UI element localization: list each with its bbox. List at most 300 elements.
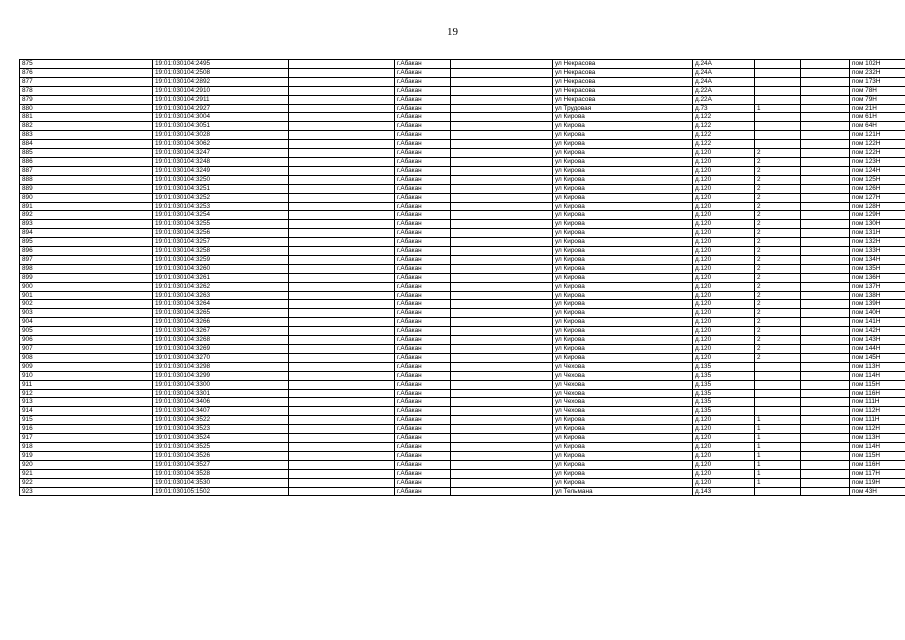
cadastral-number-cell: 19:01:030104:3300 (153, 380, 289, 389)
blank-cell (801, 434, 850, 443)
premises-cell: пом 136Н (850, 273, 905, 282)
cadastral-number-cell: 19:01:030104:3406 (153, 398, 289, 407)
row-number-cell: 904 (20, 318, 153, 327)
table-row (20, 113, 905, 122)
street-cell: ул Кирова (553, 140, 693, 149)
premises-cell: пом 140Н (850, 309, 905, 318)
cadastral-number-cell: 19:01:030104:3256 (153, 229, 289, 238)
cadastral-number-cell: 19:01:030104:3264 (153, 300, 289, 309)
building-cell: 2 (755, 175, 801, 184)
blank-cell (801, 220, 850, 229)
blank-cell (451, 122, 553, 131)
cadastral-number-cell: 19:01:030104:3525 (153, 442, 289, 451)
street-cell: ул Кирова (553, 157, 693, 166)
table-row (20, 353, 905, 362)
blank-cell (451, 264, 553, 273)
row-number-cell: 890 (20, 193, 153, 202)
city-cell: г.Абакан (395, 282, 451, 291)
cadastral-number-cell: 19:01:030104:3298 (153, 362, 289, 371)
house-cell: д.73 (693, 104, 755, 113)
blank-cell (289, 327, 395, 336)
row-number-cell: 903 (20, 309, 153, 318)
city-cell: г.Абакан (395, 77, 451, 86)
table-row (20, 157, 905, 166)
blank-cell (451, 327, 553, 336)
blank-cell (289, 211, 395, 220)
street-cell: ул Кирова (553, 175, 693, 184)
table-body (20, 60, 905, 496)
table-row (20, 478, 905, 487)
table-row (20, 300, 905, 309)
city-cell: г.Абакан (395, 487, 451, 496)
blank-cell (801, 407, 850, 416)
cadastral-number-cell: 19:01:030104:3250 (153, 175, 289, 184)
building-cell: 2 (755, 157, 801, 166)
row-number-cell: 922 (20, 478, 153, 487)
cadastral-number-cell: 19:01:030104:3248 (153, 157, 289, 166)
table-row (20, 184, 905, 193)
table-row (20, 149, 905, 158)
cadastral-number-cell: 19:01:030104:3301 (153, 389, 289, 398)
house-cell: д.120 (693, 193, 755, 202)
blank-cell (289, 104, 395, 113)
blank-cell (451, 149, 553, 158)
building-cell: 2 (755, 318, 801, 327)
blank-cell (451, 140, 553, 149)
row-number-cell: 906 (20, 336, 153, 345)
cadastral-number-cell: 19:01:030104:2508 (153, 68, 289, 77)
city-cell: г.Абакан (395, 175, 451, 184)
city-cell: г.Абакан (395, 371, 451, 380)
table-row (20, 175, 905, 184)
building-cell: 2 (755, 345, 801, 354)
house-cell: д.120 (693, 353, 755, 362)
row-number-cell: 908 (20, 353, 153, 362)
table-row (20, 255, 905, 264)
building-cell (755, 407, 801, 416)
table-row (20, 60, 905, 69)
table-row (20, 380, 905, 389)
house-cell: д.120 (693, 300, 755, 309)
blank-cell (451, 407, 553, 416)
house-cell: д.120 (693, 255, 755, 264)
city-cell: г.Абакан (395, 264, 451, 273)
street-cell: ул Кирова (553, 166, 693, 175)
row-number-cell: 881 (20, 113, 153, 122)
row-number-cell: 879 (20, 95, 153, 104)
blank-cell (801, 131, 850, 140)
blank-cell (289, 166, 395, 175)
blank-cell (801, 327, 850, 336)
blank-cell (801, 487, 850, 496)
page-number: 19 (447, 26, 458, 38)
street-cell: ул Кирова (553, 318, 693, 327)
blank-cell (801, 345, 850, 354)
registry-table (19, 59, 905, 496)
city-cell: г.Абакан (395, 300, 451, 309)
city-cell: г.Абакан (395, 416, 451, 425)
street-cell: ул Кирова (553, 149, 693, 158)
cadastral-number-cell: 19:01:030104:3266 (153, 318, 289, 327)
blank-cell (289, 238, 395, 247)
row-number-cell: 900 (20, 282, 153, 291)
table-row (20, 345, 905, 354)
building-cell: 1 (755, 442, 801, 451)
table-row (20, 389, 905, 398)
blank-cell (289, 122, 395, 131)
blank-cell (289, 273, 395, 282)
premises-cell: пом 116Н (850, 389, 905, 398)
blank-cell (451, 175, 553, 184)
table-row (20, 86, 905, 95)
cadastral-number-cell: 19:01:030104:3249 (153, 166, 289, 175)
house-cell: д.22А (693, 86, 755, 95)
premises-cell: пом 141Н (850, 318, 905, 327)
cadastral-number-cell: 19:01:030104:3270 (153, 353, 289, 362)
city-cell: г.Абакан (395, 238, 451, 247)
blank-cell (801, 86, 850, 95)
city-cell: г.Абакан (395, 229, 451, 238)
blank-cell (801, 104, 850, 113)
building-cell (755, 86, 801, 95)
table-row (20, 202, 905, 211)
row-number-cell: 878 (20, 86, 153, 95)
premises-cell: пом 142Н (850, 327, 905, 336)
row-number-cell: 920 (20, 460, 153, 469)
premises-cell: пом 123Н (850, 157, 905, 166)
cadastral-number-cell: 19:01:030104:2927 (153, 104, 289, 113)
blank-cell (289, 95, 395, 104)
blank-cell (801, 425, 850, 434)
blank-cell (289, 193, 395, 202)
table-row (20, 318, 905, 327)
street-cell: ул Кирова (553, 309, 693, 318)
premises-cell: пом 122Н (850, 140, 905, 149)
row-number-cell: 913 (20, 398, 153, 407)
blank-cell (289, 264, 395, 273)
street-cell: ул Кирова (553, 345, 693, 354)
premises-cell: пом 132Н (850, 238, 905, 247)
building-cell (755, 68, 801, 77)
street-cell: ул Кирова (553, 122, 693, 131)
street-cell: ул Некрасова (553, 68, 693, 77)
row-number-cell: 909 (20, 362, 153, 371)
cadastral-number-cell: 19:01:030104:3257 (153, 238, 289, 247)
blank-cell (801, 60, 850, 69)
blank-cell (451, 86, 553, 95)
building-cell: 2 (755, 291, 801, 300)
city-cell: г.Абакан (395, 336, 451, 345)
cadastral-number-cell: 19:01:030104:3062 (153, 140, 289, 149)
premises-cell: пом 78Н (850, 86, 905, 95)
blank-cell (451, 77, 553, 86)
street-cell: ул Тельмана (553, 487, 693, 496)
blank-cell (801, 273, 850, 282)
city-cell: г.Абакан (395, 407, 451, 416)
building-cell: 2 (755, 309, 801, 318)
city-cell: г.Абакан (395, 104, 451, 113)
table-row (20, 131, 905, 140)
street-cell: ул Кирова (553, 113, 693, 122)
row-number-cell: 898 (20, 264, 153, 273)
blank-cell (801, 247, 850, 256)
table-row (20, 425, 905, 434)
blank-cell (801, 140, 850, 149)
row-number-cell: 910 (20, 371, 153, 380)
table-row (20, 247, 905, 256)
street-cell: ул Кирова (553, 220, 693, 229)
cadastral-number-cell: 19:01:030104:3004 (153, 113, 289, 122)
city-cell: г.Абакан (395, 68, 451, 77)
blank-cell (289, 202, 395, 211)
table-row (20, 95, 905, 104)
premises-cell: пом 135Н (850, 264, 905, 273)
house-cell: д.120 (693, 220, 755, 229)
blank-cell (289, 113, 395, 122)
blank-cell (451, 478, 553, 487)
blank-cell (801, 362, 850, 371)
blank-cell (801, 157, 850, 166)
street-cell: ул Кирова (553, 282, 693, 291)
blank-cell (801, 300, 850, 309)
cadastral-number-cell: 19:01:030104:2910 (153, 86, 289, 95)
cadastral-number-cell: 19:01:030104:2892 (153, 77, 289, 86)
premises-cell: пом 138Н (850, 291, 905, 300)
blank-cell (801, 282, 850, 291)
city-cell: г.Абакан (395, 113, 451, 122)
building-cell: 2 (755, 229, 801, 238)
blank-cell (801, 184, 850, 193)
row-number-cell: 894 (20, 229, 153, 238)
table-row (20, 104, 905, 113)
table-row (20, 460, 905, 469)
cadastral-number-cell: 19:01:030104:3028 (153, 131, 289, 140)
blank-cell (451, 229, 553, 238)
blank-cell (289, 157, 395, 166)
blank-cell (451, 416, 553, 425)
row-number-cell: 886 (20, 157, 153, 166)
city-cell: г.Абакан (395, 95, 451, 104)
blank-cell (289, 60, 395, 69)
city-cell: г.Абакан (395, 345, 451, 354)
building-cell: 2 (755, 264, 801, 273)
blank-cell (289, 77, 395, 86)
blank-cell (451, 184, 553, 193)
building-cell: 2 (755, 300, 801, 309)
building-cell (755, 77, 801, 86)
blank-cell (451, 442, 553, 451)
premises-cell: пом 111Н (850, 416, 905, 425)
house-cell: д.22А (693, 95, 755, 104)
blank-cell (289, 68, 395, 77)
street-cell: ул Чехова (553, 407, 693, 416)
building-cell (755, 362, 801, 371)
row-number-cell: 919 (20, 451, 153, 460)
city-cell: г.Абакан (395, 131, 451, 140)
blank-cell (289, 175, 395, 184)
row-number-cell: 902 (20, 300, 153, 309)
blank-cell (289, 318, 395, 327)
cadastral-number-cell: 19:01:030104:3254 (153, 211, 289, 220)
row-number-cell: 901 (20, 291, 153, 300)
table-row (20, 166, 905, 175)
blank-cell (801, 380, 850, 389)
cadastral-number-cell: 19:01:030104:3251 (153, 184, 289, 193)
blank-cell (451, 247, 553, 256)
street-cell: ул Чехова (553, 398, 693, 407)
row-number-cell: 915 (20, 416, 153, 425)
house-cell: д.120 (693, 416, 755, 425)
cadastral-number-cell: 19:01:030105:1502 (153, 487, 289, 496)
blank-cell (801, 229, 850, 238)
house-cell: д.135 (693, 380, 755, 389)
row-number-cell: 877 (20, 77, 153, 86)
house-cell: д.120 (693, 211, 755, 220)
row-number-cell: 918 (20, 442, 153, 451)
blank-cell (451, 131, 553, 140)
building-cell: 1 (755, 425, 801, 434)
building-cell: 2 (755, 273, 801, 282)
city-cell: г.Абакан (395, 362, 451, 371)
premises-cell: пом 124Н (850, 166, 905, 175)
blank-cell (451, 157, 553, 166)
street-cell: ул Кирова (553, 460, 693, 469)
street-cell: ул Кирова (553, 238, 693, 247)
row-number-cell: 883 (20, 131, 153, 140)
street-cell: ул Кирова (553, 184, 693, 193)
building-cell (755, 122, 801, 131)
blank-cell (289, 291, 395, 300)
row-number-cell: 885 (20, 149, 153, 158)
house-cell: д.120 (693, 238, 755, 247)
table-row (20, 487, 905, 496)
city-cell: г.Абакан (395, 425, 451, 434)
building-cell: 2 (755, 149, 801, 158)
street-cell: ул Кирова (553, 336, 693, 345)
table-row (20, 220, 905, 229)
blank-cell (451, 371, 553, 380)
house-cell: д.143 (693, 487, 755, 496)
house-cell: д.120 (693, 451, 755, 460)
house-cell: д.120 (693, 282, 755, 291)
row-number-cell: 911 (20, 380, 153, 389)
blank-cell (289, 255, 395, 264)
blank-cell (289, 460, 395, 469)
city-cell: г.Абакан (395, 86, 451, 95)
street-cell: ул Кирова (553, 425, 693, 434)
street-cell: ул Кирова (553, 193, 693, 202)
house-cell: д.135 (693, 398, 755, 407)
table-row (20, 77, 905, 86)
blank-cell (801, 398, 850, 407)
city-cell: г.Абакан (395, 469, 451, 478)
blank-cell (801, 68, 850, 77)
cadastral-number-cell: 19:01:030104:3528 (153, 469, 289, 478)
row-number-cell: 888 (20, 175, 153, 184)
city-cell: г.Абакан (395, 327, 451, 336)
blank-cell (451, 389, 553, 398)
blank-cell (289, 442, 395, 451)
building-cell: 2 (755, 353, 801, 362)
premises-cell: пом 64Н (850, 122, 905, 131)
premises-cell: пом 113Н (850, 434, 905, 443)
house-cell: д.135 (693, 407, 755, 416)
table-row (20, 238, 905, 247)
building-cell: 2 (755, 184, 801, 193)
street-cell: ул Кирова (553, 469, 693, 478)
building-cell: 2 (755, 282, 801, 291)
premises-cell: пом 114Н (850, 371, 905, 380)
blank-cell (289, 478, 395, 487)
table-row (20, 434, 905, 443)
house-cell: д.120 (693, 264, 755, 273)
blank-cell (451, 318, 553, 327)
house-cell: д.120 (693, 478, 755, 487)
blank-cell (451, 345, 553, 354)
blank-cell (801, 193, 850, 202)
city-cell: г.Абакан (395, 122, 451, 131)
house-cell: д.120 (693, 149, 755, 158)
building-cell (755, 389, 801, 398)
blank-cell (801, 309, 850, 318)
building-cell: 2 (755, 238, 801, 247)
building-cell: 2 (755, 247, 801, 256)
house-cell: д.135 (693, 362, 755, 371)
table-row (20, 122, 905, 131)
blank-cell (289, 389, 395, 398)
row-number-cell: 880 (20, 104, 153, 113)
cadastral-number-cell: 19:01:030104:3527 (153, 460, 289, 469)
house-cell: д.120 (693, 336, 755, 345)
blank-cell (451, 309, 553, 318)
city-cell: г.Абакан (395, 291, 451, 300)
premises-cell: пом 112Н (850, 425, 905, 434)
house-cell: д.122 (693, 140, 755, 149)
cadastral-number-cell: 19:01:030104:3261 (153, 273, 289, 282)
blank-cell (801, 95, 850, 104)
building-cell (755, 131, 801, 140)
house-cell: д.120 (693, 273, 755, 282)
premises-cell: пом 43Н (850, 487, 905, 496)
blank-cell (289, 220, 395, 229)
premises-cell: пом 119Н (850, 478, 905, 487)
city-cell: г.Абакан (395, 380, 451, 389)
street-cell: ул Кирова (553, 131, 693, 140)
house-cell: д.24А (693, 60, 755, 69)
building-cell: 1 (755, 469, 801, 478)
row-number-cell: 875 (20, 60, 153, 69)
blank-cell (451, 353, 553, 362)
building-cell: 1 (755, 478, 801, 487)
blank-cell (801, 202, 850, 211)
building-cell (755, 140, 801, 149)
blank-cell (451, 113, 553, 122)
premises-cell: пом 144Н (850, 345, 905, 354)
house-cell: д.120 (693, 229, 755, 238)
blank-cell (289, 140, 395, 149)
house-cell: д.122 (693, 122, 755, 131)
street-cell: ул Кирова (553, 416, 693, 425)
table-row (20, 407, 905, 416)
blank-cell (289, 229, 395, 238)
city-cell: г.Абакан (395, 157, 451, 166)
city-cell: г.Абакан (395, 398, 451, 407)
city-cell: г.Абакан (395, 140, 451, 149)
house-cell: д.120 (693, 425, 755, 434)
house-cell: д.135 (693, 371, 755, 380)
premises-cell: пом 125Н (850, 175, 905, 184)
premises-cell: пом 113Н (850, 362, 905, 371)
